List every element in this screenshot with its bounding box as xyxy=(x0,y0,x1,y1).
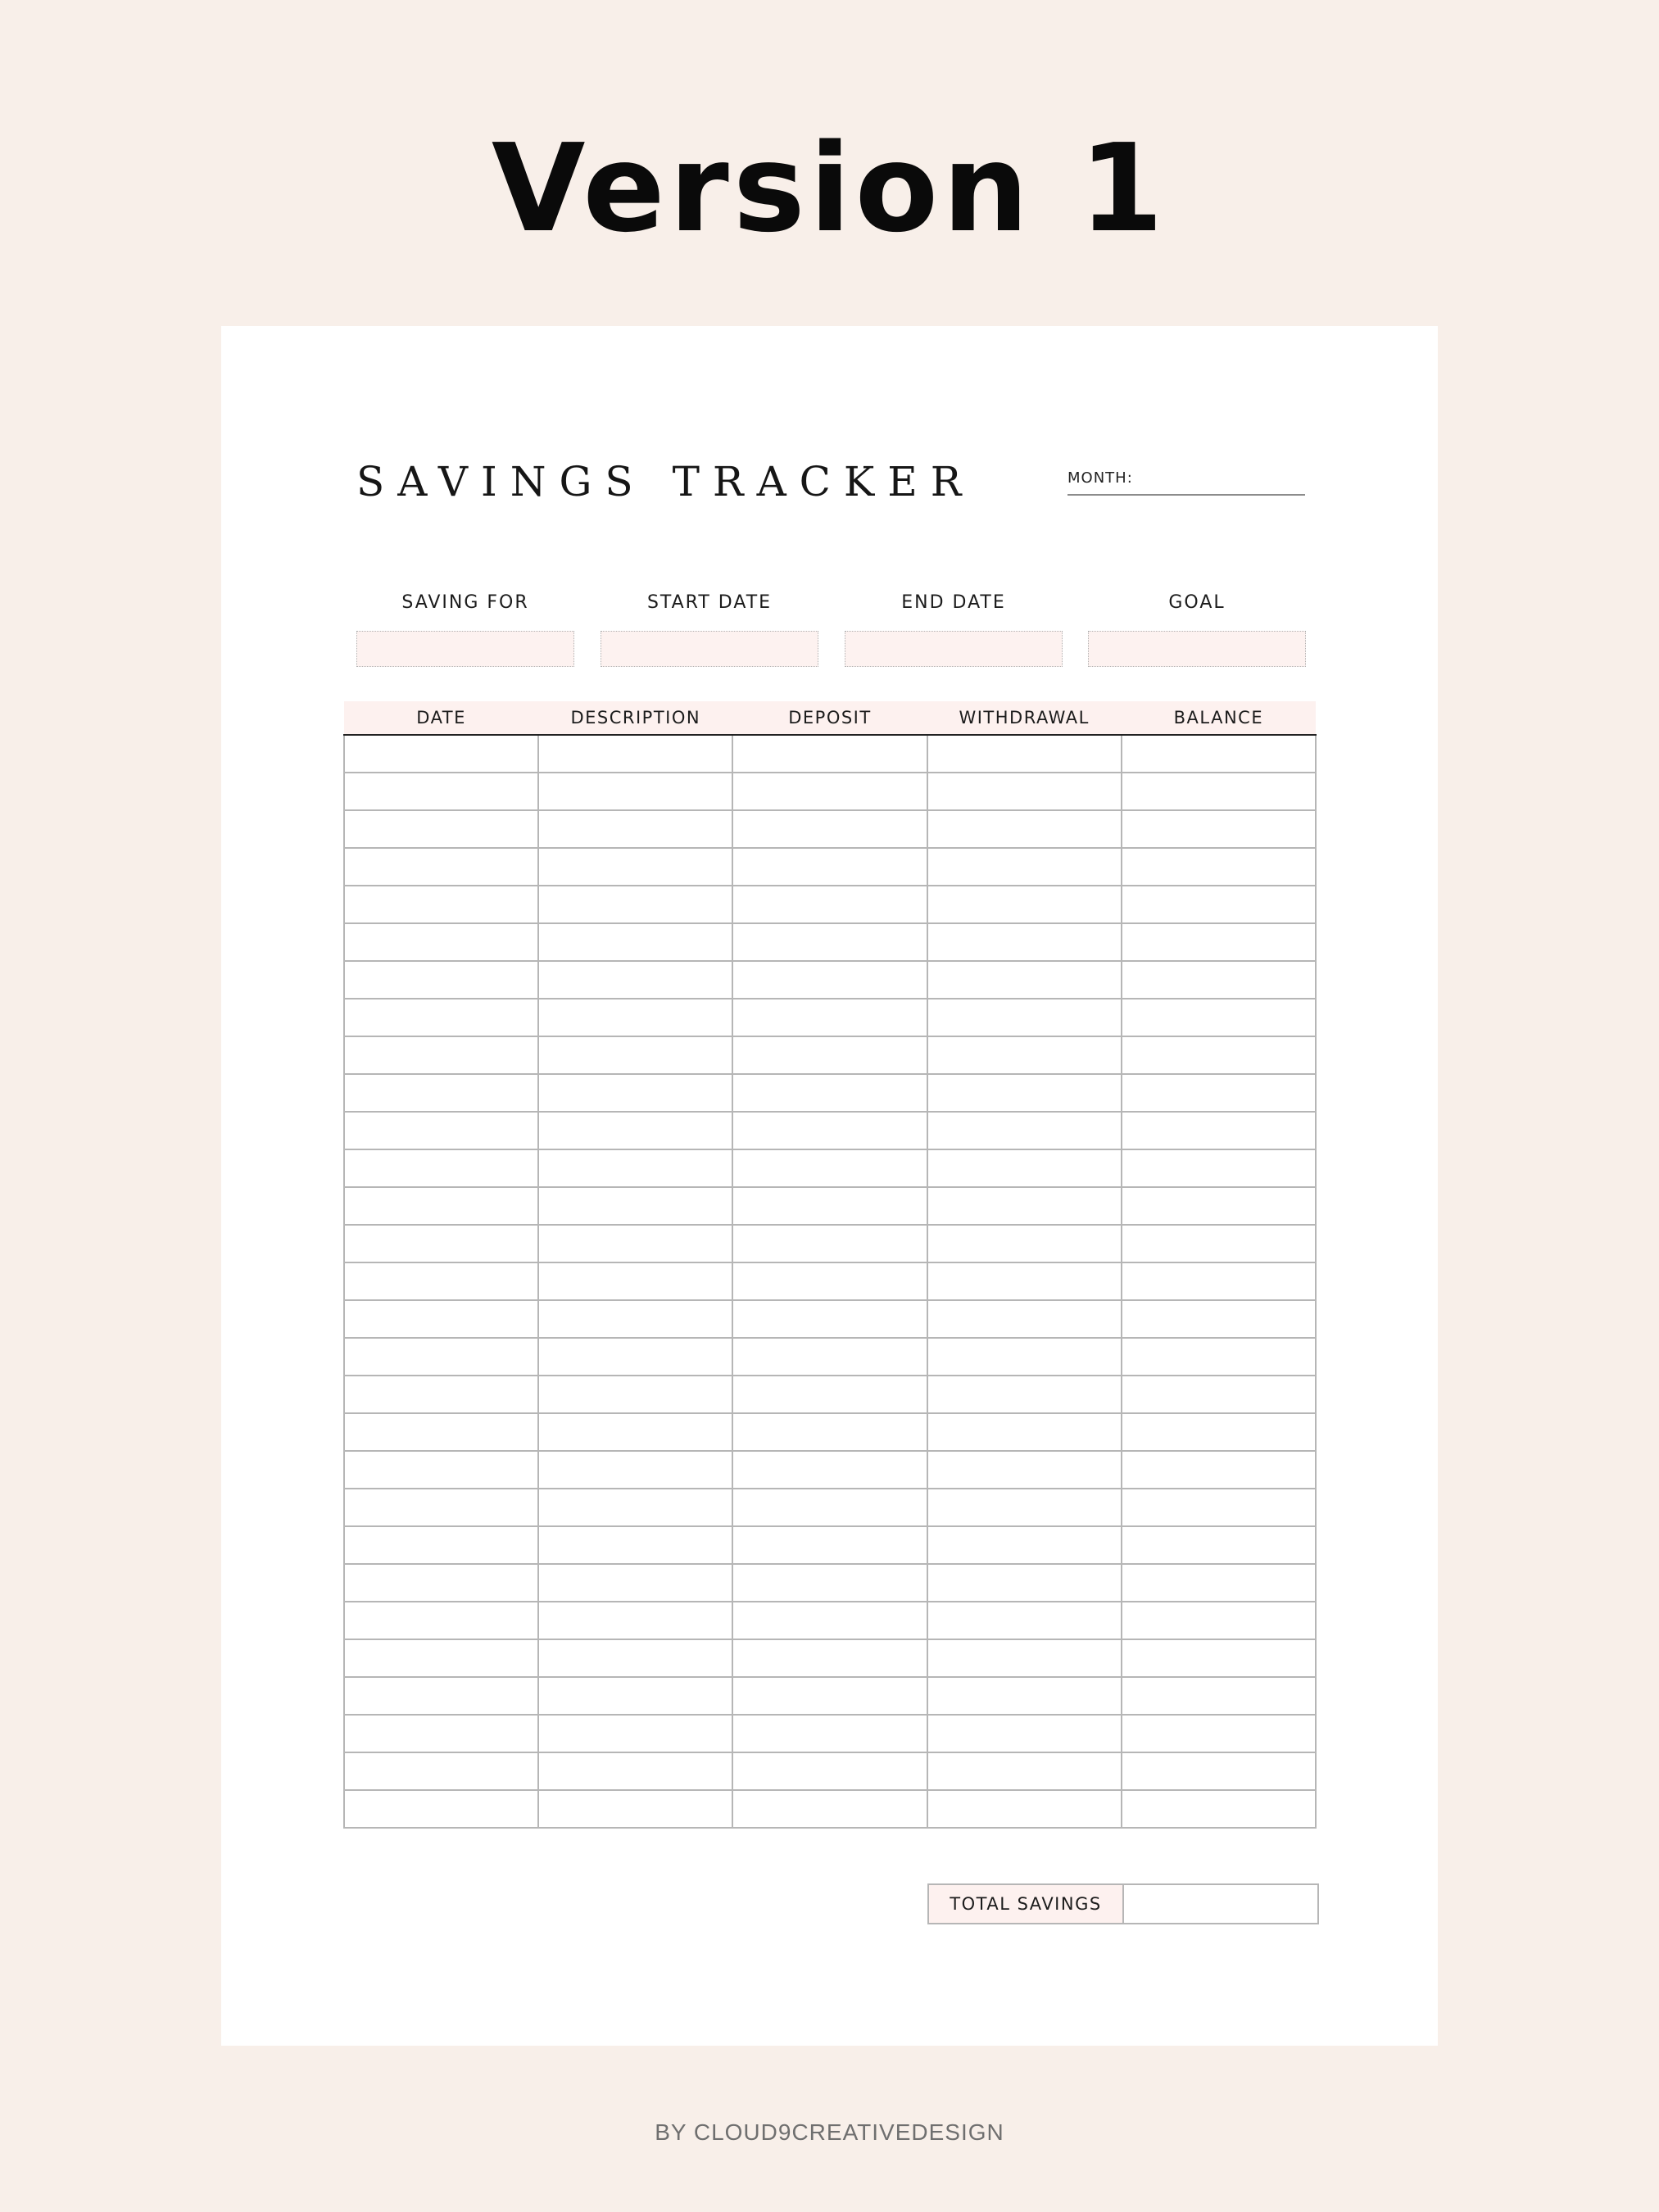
table-cell[interactable] xyxy=(1122,1338,1316,1376)
total-savings-label: TOTAL SAVINGS xyxy=(929,1885,1124,1923)
table-row xyxy=(344,923,1316,961)
table-cell[interactable] xyxy=(344,773,538,810)
table-cell[interactable] xyxy=(344,735,538,773)
table-body xyxy=(344,735,1316,1828)
table-cell[interactable] xyxy=(538,999,732,1036)
headline: Version 1 xyxy=(491,118,1168,259)
table-cell[interactable] xyxy=(344,999,538,1036)
table-cell[interactable] xyxy=(732,923,927,961)
table-row xyxy=(344,1187,1316,1225)
table-cell[interactable] xyxy=(538,1338,732,1376)
table-cell[interactable] xyxy=(732,1790,927,1828)
column-header-balance: BALANCE xyxy=(1122,701,1316,735)
table-cell[interactable] xyxy=(538,923,732,961)
table-cell[interactable] xyxy=(927,1639,1122,1677)
table-cell[interactable] xyxy=(927,773,1122,810)
table-cell[interactable] xyxy=(732,1376,927,1413)
table-cell[interactable] xyxy=(927,1602,1122,1639)
table-cell[interactable] xyxy=(344,1074,538,1112)
end-date-field[interactable] xyxy=(845,631,1063,667)
table-row xyxy=(344,1338,1316,1376)
table-cell[interactable] xyxy=(927,886,1122,923)
table-cell[interactable] xyxy=(1122,773,1316,810)
table-cell[interactable] xyxy=(927,923,1122,961)
table-row xyxy=(344,773,1316,810)
total-savings-box xyxy=(927,1883,1319,1924)
table-cell[interactable] xyxy=(732,1300,927,1338)
table-cell[interactable] xyxy=(732,1677,927,1715)
table-cell[interactable] xyxy=(927,735,1122,773)
table-cell[interactable] xyxy=(538,1112,732,1149)
table-cell[interactable] xyxy=(538,773,732,810)
table-row xyxy=(344,1451,1316,1489)
end-date-label: END DATE xyxy=(901,592,1006,613)
table-row xyxy=(344,1564,1316,1602)
table-cell[interactable] xyxy=(732,999,927,1036)
table-row xyxy=(344,1677,1316,1715)
table-cell[interactable] xyxy=(927,1752,1122,1790)
table-cell[interactable] xyxy=(927,1149,1122,1187)
table-row xyxy=(344,1149,1316,1187)
table-cell[interactable] xyxy=(538,1526,732,1564)
table-cell[interactable] xyxy=(538,1451,732,1489)
table-cell[interactable] xyxy=(1122,923,1316,961)
table-row xyxy=(344,1715,1316,1752)
table-cell[interactable] xyxy=(732,1451,927,1489)
table-cell[interactable] xyxy=(538,735,732,773)
table-cell[interactable] xyxy=(927,1338,1122,1376)
saving-for-field[interactable] xyxy=(356,631,574,667)
column-header-description: DESCRIPTION xyxy=(538,701,732,735)
table-cell[interactable] xyxy=(538,1262,732,1300)
table-cell[interactable] xyxy=(538,1413,732,1451)
total-savings-field[interactable] xyxy=(1124,1885,1317,1923)
table-cell[interactable] xyxy=(927,1526,1122,1564)
table-cell[interactable] xyxy=(538,886,732,923)
table-row xyxy=(344,1300,1316,1338)
table-cell[interactable] xyxy=(344,1752,538,1790)
table-cell[interactable] xyxy=(538,1715,732,1752)
table-cell[interactable] xyxy=(1122,848,1316,886)
table-cell[interactable] xyxy=(732,1112,927,1149)
table-cell[interactable] xyxy=(927,1036,1122,1074)
table-cell[interactable] xyxy=(732,1752,927,1790)
table-cell[interactable] xyxy=(344,1149,538,1187)
table-cell[interactable] xyxy=(538,1149,732,1187)
table-cell[interactable] xyxy=(927,1677,1122,1715)
table-cell[interactable] xyxy=(927,1715,1122,1752)
table-cell[interactable] xyxy=(1122,1112,1316,1149)
table-cell[interactable] xyxy=(927,1112,1122,1149)
table-cell[interactable] xyxy=(1122,1074,1316,1112)
table-cell[interactable] xyxy=(927,1225,1122,1262)
table-cell[interactable] xyxy=(1122,1489,1316,1526)
table-cell[interactable] xyxy=(1122,1262,1316,1300)
table-cell[interactable] xyxy=(538,1187,732,1225)
table-cell[interactable] xyxy=(927,1564,1122,1602)
table-row xyxy=(344,1112,1316,1149)
table-cell[interactable] xyxy=(1122,999,1316,1036)
table-cell[interactable] xyxy=(927,999,1122,1036)
column-header-withdrawal: WITHDRAWAL xyxy=(927,701,1122,735)
table-cell[interactable] xyxy=(1122,1036,1316,1074)
table-cell[interactable] xyxy=(344,1677,538,1715)
table-cell[interactable] xyxy=(732,961,927,999)
table-cell[interactable] xyxy=(1122,1602,1316,1639)
table-cell[interactable] xyxy=(1122,1677,1316,1715)
month-field[interactable] xyxy=(1067,469,1305,496)
table-cell[interactable] xyxy=(344,1715,538,1752)
table-row xyxy=(344,1225,1316,1262)
table-cell[interactable] xyxy=(538,848,732,886)
table-row xyxy=(344,1489,1316,1526)
table-cell[interactable] xyxy=(538,1225,732,1262)
table-cell[interactable] xyxy=(732,1149,927,1187)
transactions-table xyxy=(343,701,1317,1829)
start-date-field[interactable] xyxy=(601,631,818,667)
table-cell[interactable] xyxy=(732,1225,927,1262)
table-cell[interactable] xyxy=(344,1338,538,1376)
table-header-row xyxy=(344,701,1316,735)
table-cell[interactable] xyxy=(538,1602,732,1639)
table-cell[interactable] xyxy=(538,1677,732,1715)
table-row xyxy=(344,1639,1316,1677)
column-header-deposit: DEPOSIT xyxy=(732,701,927,735)
table-cell[interactable] xyxy=(344,886,538,923)
table-row xyxy=(344,1074,1316,1112)
table-cell[interactable] xyxy=(927,961,1122,999)
table-cell[interactable] xyxy=(732,773,927,810)
table-cell[interactable] xyxy=(538,1376,732,1413)
table-cell[interactable] xyxy=(344,1451,538,1489)
table-cell[interactable] xyxy=(344,1564,538,1602)
table-cell[interactable] xyxy=(344,1187,538,1225)
table-row xyxy=(344,1752,1316,1790)
table-cell[interactable] xyxy=(1122,1526,1316,1564)
table-cell[interactable] xyxy=(1122,1564,1316,1602)
table-cell[interactable] xyxy=(344,1225,538,1262)
table-cell[interactable] xyxy=(538,1752,732,1790)
table-cell[interactable] xyxy=(344,1489,538,1526)
table-cell[interactable] xyxy=(927,1413,1122,1451)
table-cell[interactable] xyxy=(344,1376,538,1413)
table-cell[interactable] xyxy=(927,1489,1122,1526)
table-cell[interactable] xyxy=(1122,1715,1316,1752)
table-cell[interactable] xyxy=(344,1036,538,1074)
table-cell[interactable] xyxy=(1122,1376,1316,1413)
savings-tracker-sheet xyxy=(221,326,1438,2046)
table-cell[interactable] xyxy=(538,1790,732,1828)
table-cell[interactable] xyxy=(344,1112,538,1149)
table-cell[interactable] xyxy=(927,1262,1122,1300)
table-cell[interactable] xyxy=(344,810,538,848)
table-cell[interactable] xyxy=(344,923,538,961)
table-row xyxy=(344,810,1316,848)
table-row xyxy=(344,886,1316,923)
goal-label: GOAL xyxy=(1168,592,1226,613)
table-cell[interactable] xyxy=(1122,1300,1316,1338)
table-row xyxy=(344,1413,1316,1451)
saving-for-label: SAVING FOR xyxy=(401,592,529,613)
table-cell[interactable] xyxy=(732,1262,927,1300)
table-cell[interactable] xyxy=(1122,886,1316,923)
table-cell[interactable] xyxy=(344,1413,538,1451)
table-cell[interactable] xyxy=(1122,1752,1316,1790)
table-row xyxy=(344,1376,1316,1413)
table-cell[interactable] xyxy=(538,1564,732,1602)
table-cell[interactable] xyxy=(1122,1639,1316,1677)
table-cell[interactable] xyxy=(732,1526,927,1564)
table-cell[interactable] xyxy=(344,1602,538,1639)
table-cell[interactable] xyxy=(732,1413,927,1451)
table-cell[interactable] xyxy=(538,1300,732,1338)
table-cell[interactable] xyxy=(732,1564,927,1602)
table-cell[interactable] xyxy=(344,1526,538,1564)
table-cell[interactable] xyxy=(927,848,1122,886)
table-cell[interactable] xyxy=(1122,735,1316,773)
table-row xyxy=(344,1526,1316,1564)
table-row xyxy=(344,1036,1316,1074)
table-cell[interactable] xyxy=(732,886,927,923)
table-cell[interactable] xyxy=(927,1451,1122,1489)
table-cell[interactable] xyxy=(344,1790,538,1828)
table-cell[interactable] xyxy=(927,1074,1122,1112)
table-cell[interactable] xyxy=(732,1187,927,1225)
table-cell[interactable] xyxy=(1122,1225,1316,1262)
sheet-title: SAVINGS TRACKER xyxy=(356,458,975,505)
start-date-label: START DATE xyxy=(646,592,773,613)
month-label: MONTH: xyxy=(1067,469,1133,487)
credit-text: BY CLOUD9CREATIVEDESIGN xyxy=(655,2119,1004,2145)
table-cell[interactable] xyxy=(538,961,732,999)
table-cell[interactable] xyxy=(732,848,927,886)
table-cell[interactable] xyxy=(344,848,538,886)
table-cell[interactable] xyxy=(732,1074,927,1112)
table-cell[interactable] xyxy=(344,961,538,999)
table-cell[interactable] xyxy=(344,1300,538,1338)
table-row xyxy=(344,1790,1316,1828)
table-cell[interactable] xyxy=(927,1376,1122,1413)
column-header-date: DATE xyxy=(344,701,538,735)
table-cell[interactable] xyxy=(927,1790,1122,1828)
table-cell[interactable] xyxy=(927,1300,1122,1338)
table-cell[interactable] xyxy=(927,1187,1122,1225)
table-cell[interactable] xyxy=(732,1715,927,1752)
table-cell[interactable] xyxy=(1122,1413,1316,1451)
table-cell[interactable] xyxy=(538,1036,732,1074)
table-cell[interactable] xyxy=(538,810,732,848)
table-cell[interactable] xyxy=(344,1262,538,1300)
table-cell[interactable] xyxy=(732,1036,927,1074)
table-cell[interactable] xyxy=(1122,1149,1316,1187)
table-cell[interactable] xyxy=(1122,961,1316,999)
table-cell[interactable] xyxy=(538,1074,732,1112)
table-row xyxy=(344,1262,1316,1300)
table-cell[interactable] xyxy=(344,1639,538,1677)
table-row xyxy=(344,848,1316,886)
goal-field[interactable] xyxy=(1088,631,1306,667)
table-row xyxy=(344,735,1316,773)
table-cell[interactable] xyxy=(732,1489,927,1526)
table-cell[interactable] xyxy=(732,810,927,848)
table-cell[interactable] xyxy=(732,1602,927,1639)
table-cell[interactable] xyxy=(1122,1451,1316,1489)
table-cell[interactable] xyxy=(732,1338,927,1376)
table-cell[interactable] xyxy=(732,735,927,773)
table-cell[interactable] xyxy=(1122,1790,1316,1828)
table-cell[interactable] xyxy=(538,1489,732,1526)
table-row xyxy=(344,1602,1316,1639)
table-row xyxy=(344,999,1316,1036)
table-cell[interactable] xyxy=(1122,810,1316,848)
table-cell[interactable] xyxy=(538,1639,732,1677)
table-cell[interactable] xyxy=(927,810,1122,848)
table-cell[interactable] xyxy=(732,1639,927,1677)
table-row xyxy=(344,961,1316,999)
table-cell[interactable] xyxy=(1122,1187,1316,1225)
